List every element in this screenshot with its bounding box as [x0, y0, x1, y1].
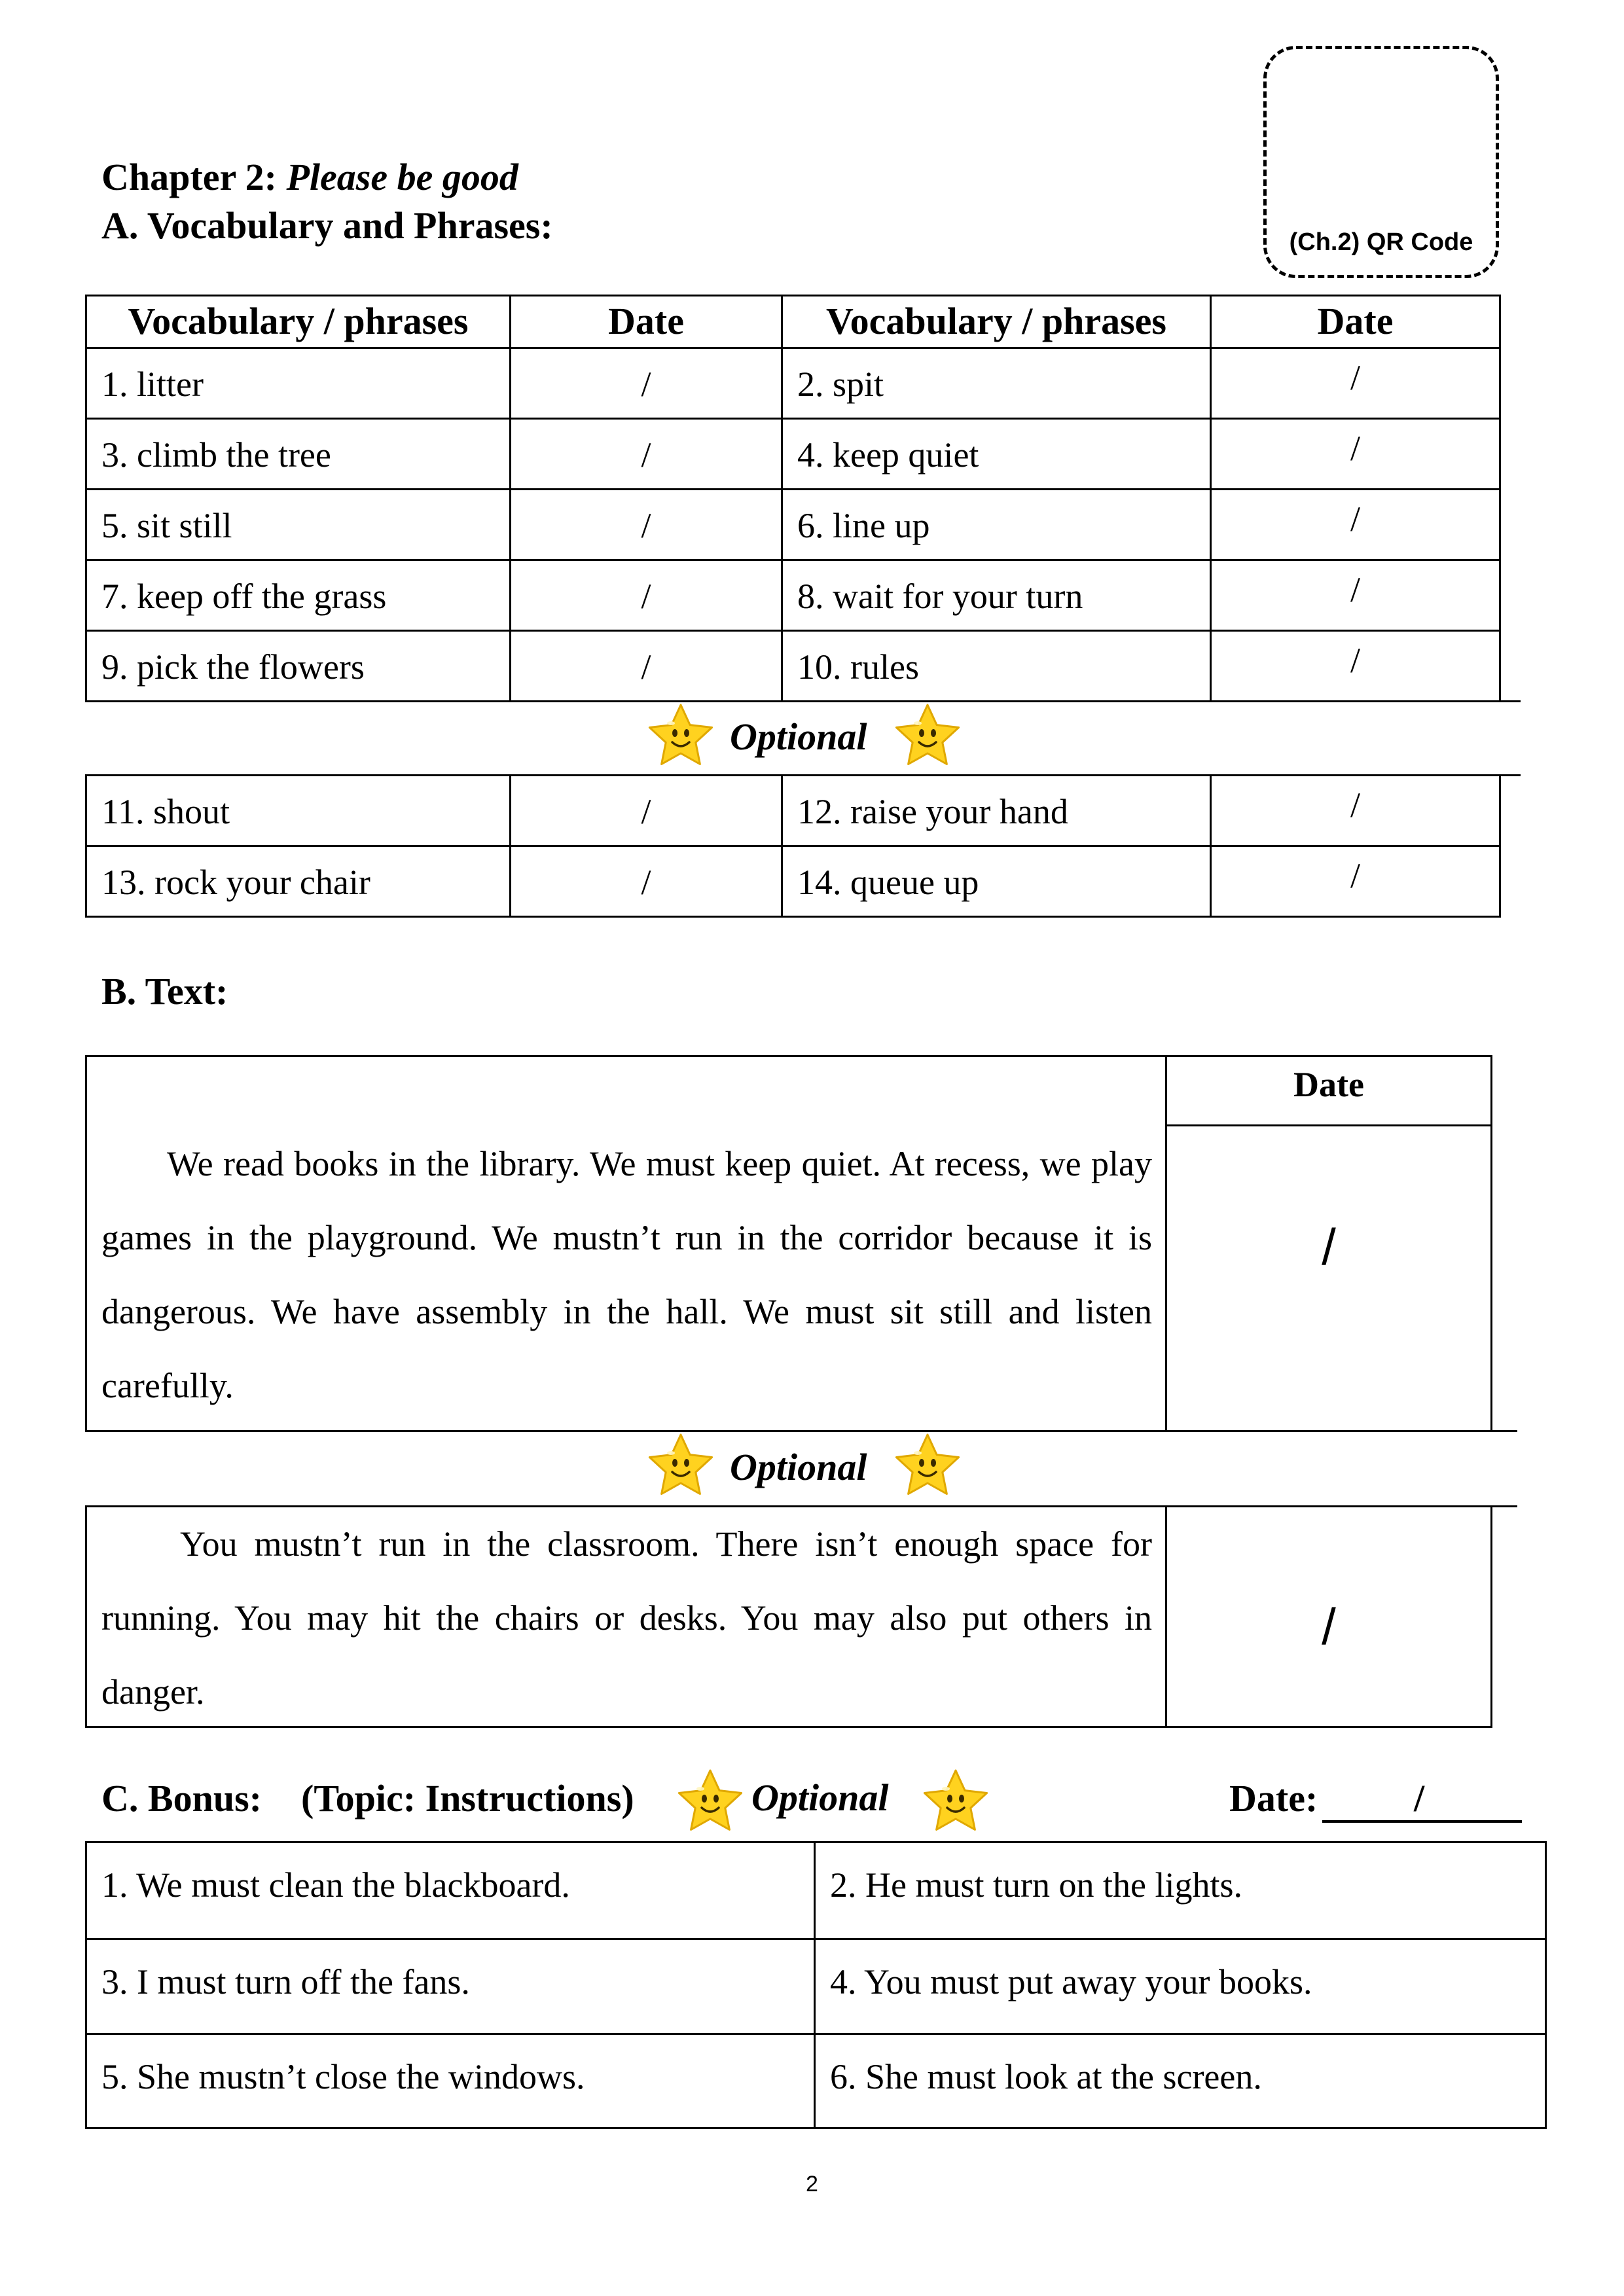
vocab-date-cell[interactable]: /: [1350, 358, 1360, 397]
vocab-item: 5. sit still: [101, 506, 232, 545]
optional-label-text: Optional: [730, 1446, 867, 1488]
bonus-sentence: 4. You must put away your books.: [830, 1962, 1312, 2001]
vocab-item: 3. climb the tree: [101, 435, 331, 475]
section-b-title: B. Text:: [101, 970, 228, 1013]
section-c-topic: (Topic: Instructions): [301, 1777, 634, 1820]
vocab-date-cell[interactable]: /: [641, 577, 651, 616]
reading-paragraph-2: You mustn’t run in the classroom. There isn’t enough space for running. You may hit the chairs or desks. You may also put others in danger.: [101, 1524, 1152, 1712]
vocab-date-cell[interactable]: /: [641, 792, 651, 831]
vocab-item: 2. spit: [797, 365, 884, 404]
bonus-sentence: 5. She mustn’t close the windows.: [101, 2057, 585, 2096]
vocab-item: 1. litter: [101, 365, 204, 404]
vocab-item: 11. shout: [101, 792, 230, 831]
bonus-date-field[interactable]: [1322, 1776, 1522, 1821]
vocab-item: 12. raise your hand: [797, 792, 1068, 831]
star-icon: [645, 700, 717, 772]
chapter-title: [101, 154, 518, 200]
vocab-date-cell[interactable]: /: [1350, 641, 1360, 680]
bonus-sentence: 1. We must clean the blackboard.: [101, 1865, 570, 1905]
vocab-item: 9. pick the flowers: [101, 647, 365, 687]
vocab-date-cell[interactable]: /: [641, 647, 651, 687]
star-icon: [892, 1430, 964, 1502]
reading-paragraph-1: We read books in the library. We must keep quiet. At recess, we play games in the playground. We mustn’t run in the corridor because it is dangerous. We have assembly in the hall. We must sit still and listen carefully.: [101, 1144, 1152, 1405]
optional-label-bonus: Optional: [751, 1776, 889, 1819]
vocab-header-3: Vocabulary / phrases: [826, 300, 1166, 342]
qr-code-placeholder: [1263, 46, 1499, 278]
vocab-item: 14. queue up: [797, 863, 979, 902]
vocab-date-cell[interactable]: /: [1350, 499, 1360, 539]
bonus-sentence: 6. She must look at the screen.: [830, 2057, 1262, 2096]
vocab-item: 8. wait for your turn: [797, 577, 1083, 616]
vocab-date-cell[interactable]: /: [1350, 785, 1360, 825]
bonus-sentence: 3. I must turn off the fans.: [101, 1962, 470, 2001]
vocab-item: 4. keep quiet: [797, 435, 979, 475]
vocab-header-2: Date: [608, 300, 684, 342]
text-date-header: Date: [1293, 1065, 1364, 1104]
section-a-title: A. Vocabulary and Phrases:: [101, 204, 553, 247]
page-number: 2: [806, 2172, 818, 2197]
vocab-item: 6. line up: [797, 506, 930, 545]
star-icon: [920, 1766, 992, 1838]
optional-label-vocab: Optional: [730, 715, 867, 758]
vocab-date-cell[interactable]: /: [1350, 856, 1360, 895]
vocab-date-cell[interactable]: /: [641, 506, 651, 545]
vocab-date-cell[interactable]: /: [641, 863, 651, 902]
vocab-item: 10. rules: [797, 647, 919, 687]
vocab-header-4: Date: [1317, 300, 1394, 342]
vocab-item: 13. rock your chair: [101, 863, 370, 902]
star-icon: [892, 700, 964, 772]
text-date-2: /: [1322, 1598, 1336, 1655]
vocab-date-cell[interactable]: /: [641, 365, 651, 404]
vocab-item: 7. keep off the grass: [101, 577, 387, 616]
star-icon: [645, 1430, 717, 1502]
bonus-date-slash: /: [1414, 1777, 1425, 1820]
bonus-sentence: 2. He must turn on the lights.: [830, 1865, 1242, 1905]
section-c-title: C. Bonus:: [101, 1777, 262, 1820]
vocab-header-1: Vocabulary / phrases: [128, 300, 469, 342]
vocab-date-cell[interactable]: /: [641, 435, 651, 475]
chapter-name: Please be good: [286, 156, 518, 198]
text-date-1: /: [1322, 1218, 1336, 1276]
chapter-label: Chapter 2:: [101, 156, 277, 198]
star-icon: [674, 1766, 746, 1838]
vocab-date-cell[interactable]: /: [1350, 570, 1360, 609]
bonus-date-label: Date:: [1229, 1777, 1318, 1820]
qr-code-label: (Ch.2) QR Code: [1289, 228, 1473, 256]
vocab-date-cell[interactable]: /: [1350, 429, 1360, 468]
